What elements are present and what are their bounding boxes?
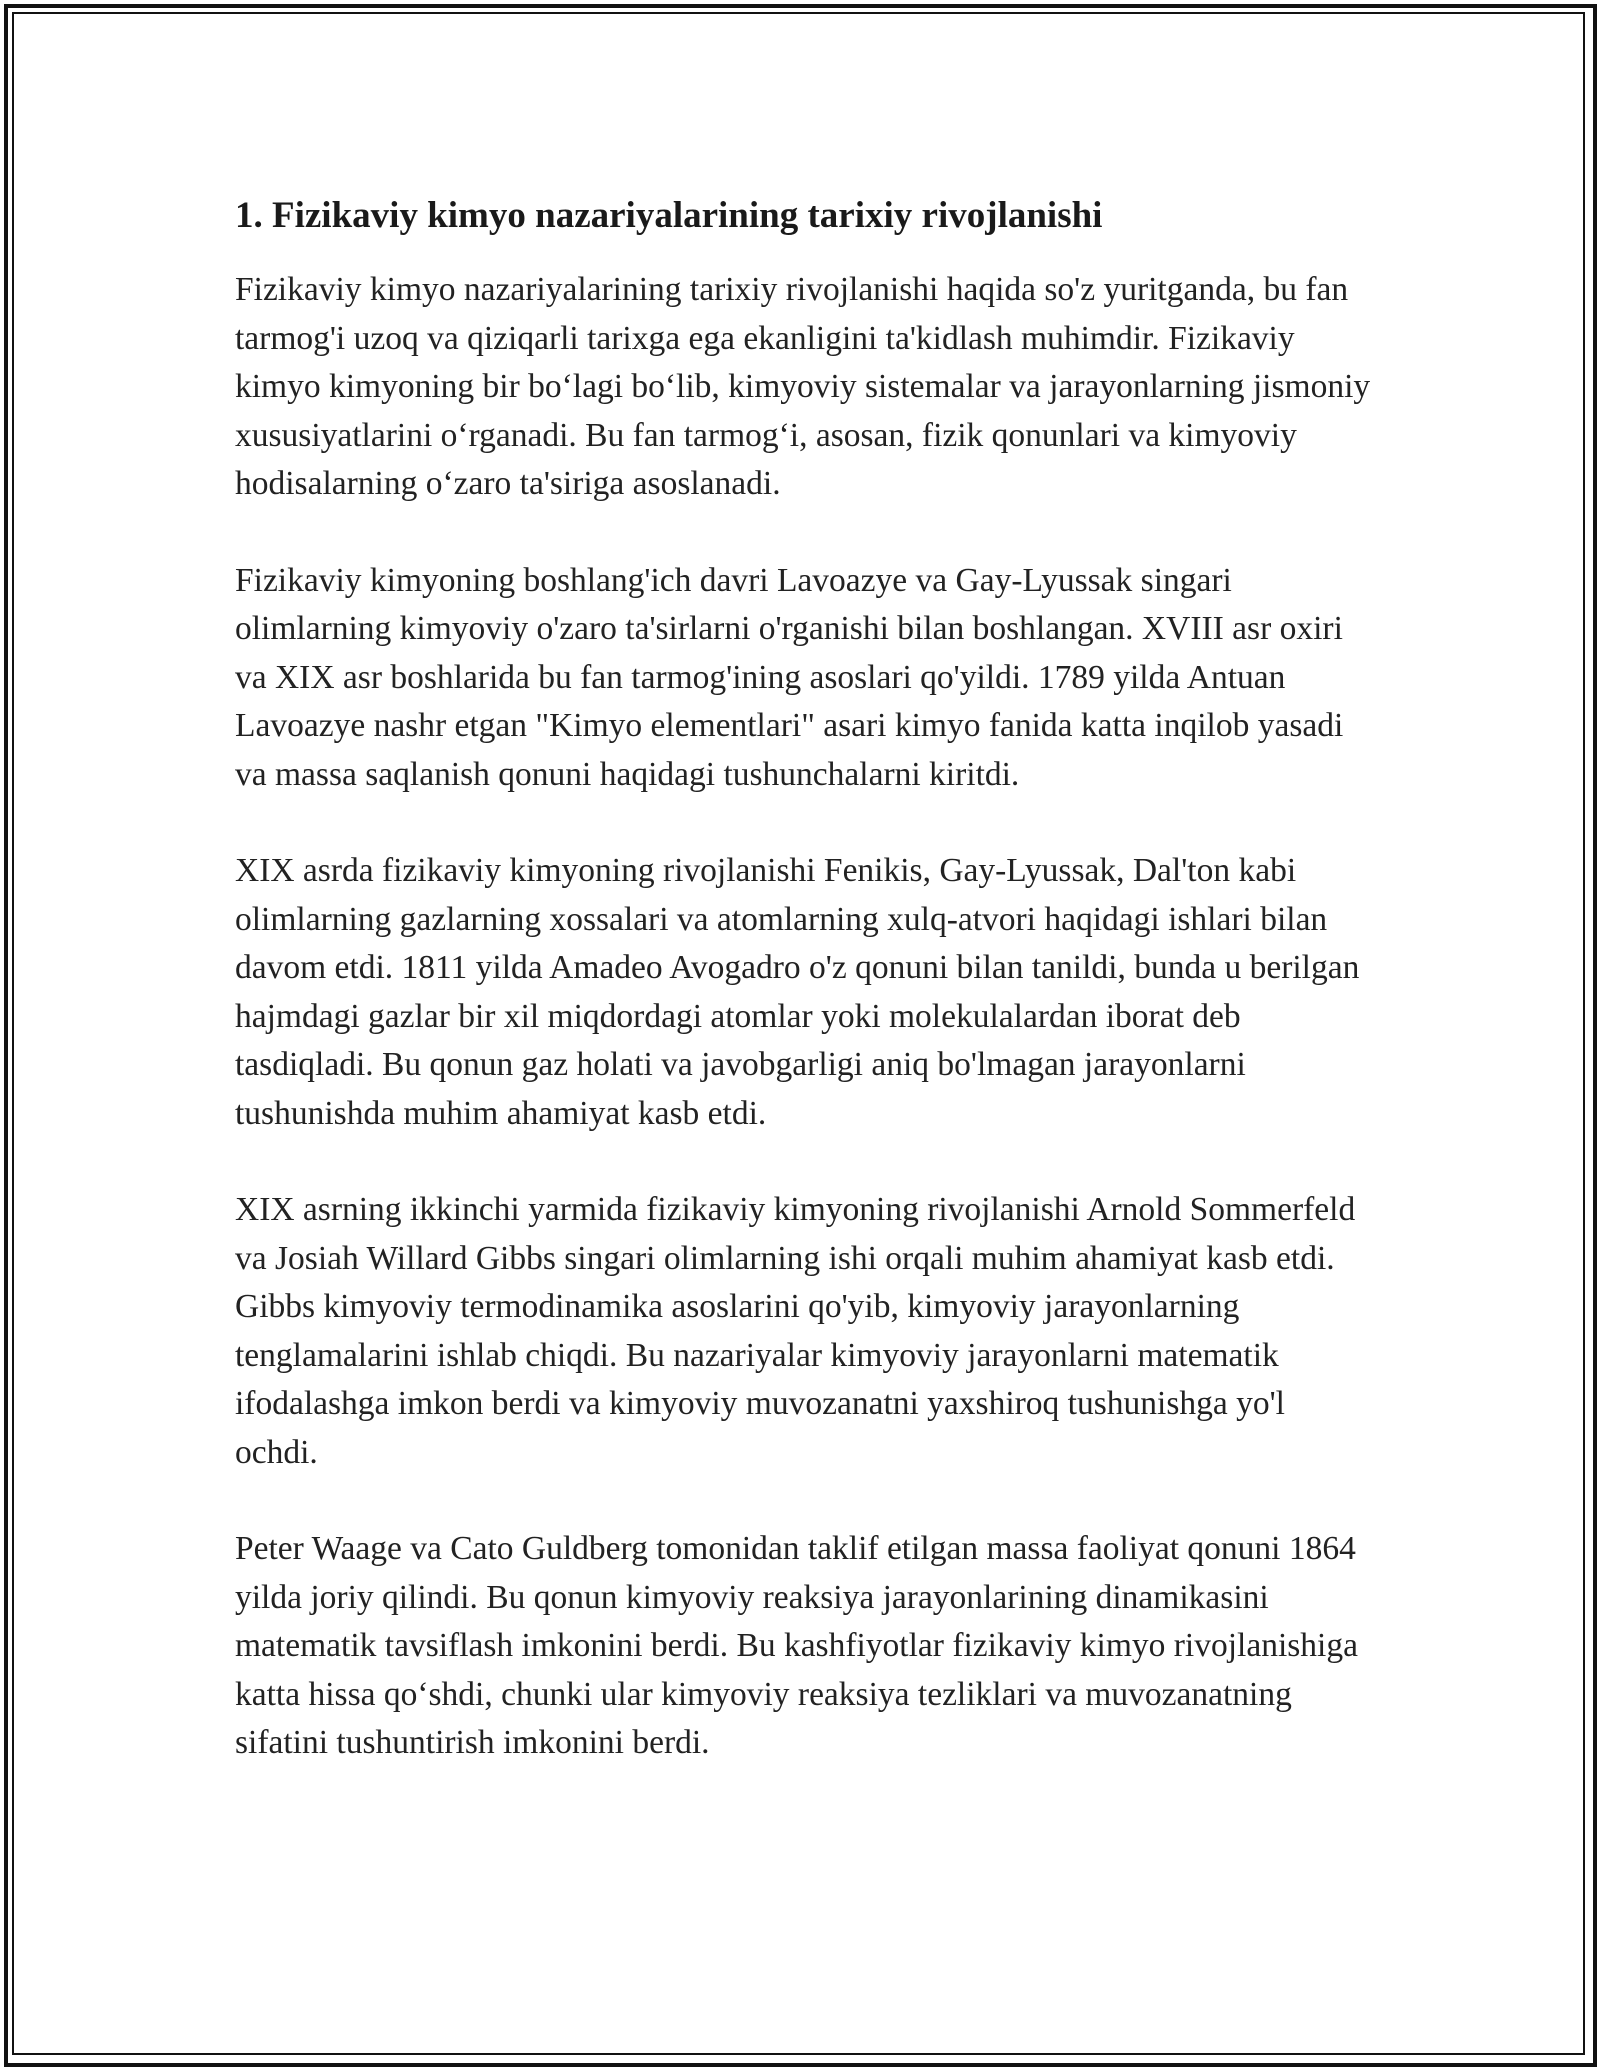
paragraph-4: XIX asrning ikkinchi yarmida fizikaviy kimyoning rivojlanishi Arnold Sommerfeld va Josiah Willard Gibbs singari olimlarning ishi orqali muhim ahamiyat kasb etdi. Gibbs kimyoviy termodinamika asoslarini qo'yib, kimyoviy jarayonlarning tenglamalarini ishlab chiqdi. Bu nazariyalar kimyoviy jarayonlarni matematik ifodalashga imkon berdi va kimyoviy muvozanatni yaxshiroq tushunishga yo'l ochdi. [235,1191,1356,1471]
document-title: 1. Fizikaviy kimyo nazariyalarining tarixiy rivojlanishi [235,195,1103,236]
paragraph-5: Peter Waage va Cato Guldberg tomonidan taklif etilgan massa faoliyat qonuni 1864 yilda joriy qilindi. Bu qonun kimyoviy reaksiya jarayonlarining dinamikasini matematik tavsiflash imkonini berdi. Bu kashfiyotlar fizikaviy kimyo rivojlanishiga katta hissa qo‘shdi, chunki ular kimyoviy reaksiya tezliklari va muvozanatning sifatini tushuntirish imkonini berdi. [235,1530,1358,1761]
paragraph-3: XIX asrda fizikaviy kimyoning rivojlanishi Fenikis, Gay-Lyussak, Dal'ton kabi olimlarning gazlarning xossalari va atomlarning xulq-atvori haqidagi ishlari bilan davom etdi. 1811 yilda Amadeo Avogadro o'z qonuni bilan tanildi, bunda u berilgan hajmdagi gazlar bir xil miqdordagi atomlar yoki molekulalardan iborat deb tasdiqladi. Bu qonun gaz holati va javobgarligi aniq bo'lmagan jarayonlarni tushunishda muhim ahamiyat kasb etdi. [235,852,1360,1132]
document-body [235,188,1375,1816]
paragraph-2: Fizikaviy kimyoning boshlang'ich davri Lavoazye va Gay-Lyussak singari olimlarning kimyoviy o'zaro ta'sirlarni o'rganishi bilan boshlangan. XVIII asr oxiri va XIX asr boshlarida bu fan tarmog'ining asoslari qo'yildi. 1789 yilda Antuan Lavoazye nashr etgan "Kimyo elementlari" asari kimyo fanida katta inqilob yasadi va massa saqlanish qonuni haqidagi tushunchalarni kiritdi. [235,561,1344,793]
paragraph-1: Fizikaviy kimyo nazariyalarining tarixiy rivojlanishi haqida so'z yuritganda, bu fan tarmog'i uzoq va qiziqarli tarixga ega ekanligini ta'kidlash muhimdir. Fizikaviy kimyo kimyoning bir bo‘lagi bo‘lib, kimyoviy sistemalar va jarayonlarning jismoniy xususiyatlarini o‘rganadi. Bu fan tarmog‘i, asosan, fizik qonunlari va kimyoviy hodisalarning o‘zaro ta'siriga asoslanadi. [235,271,1371,502]
